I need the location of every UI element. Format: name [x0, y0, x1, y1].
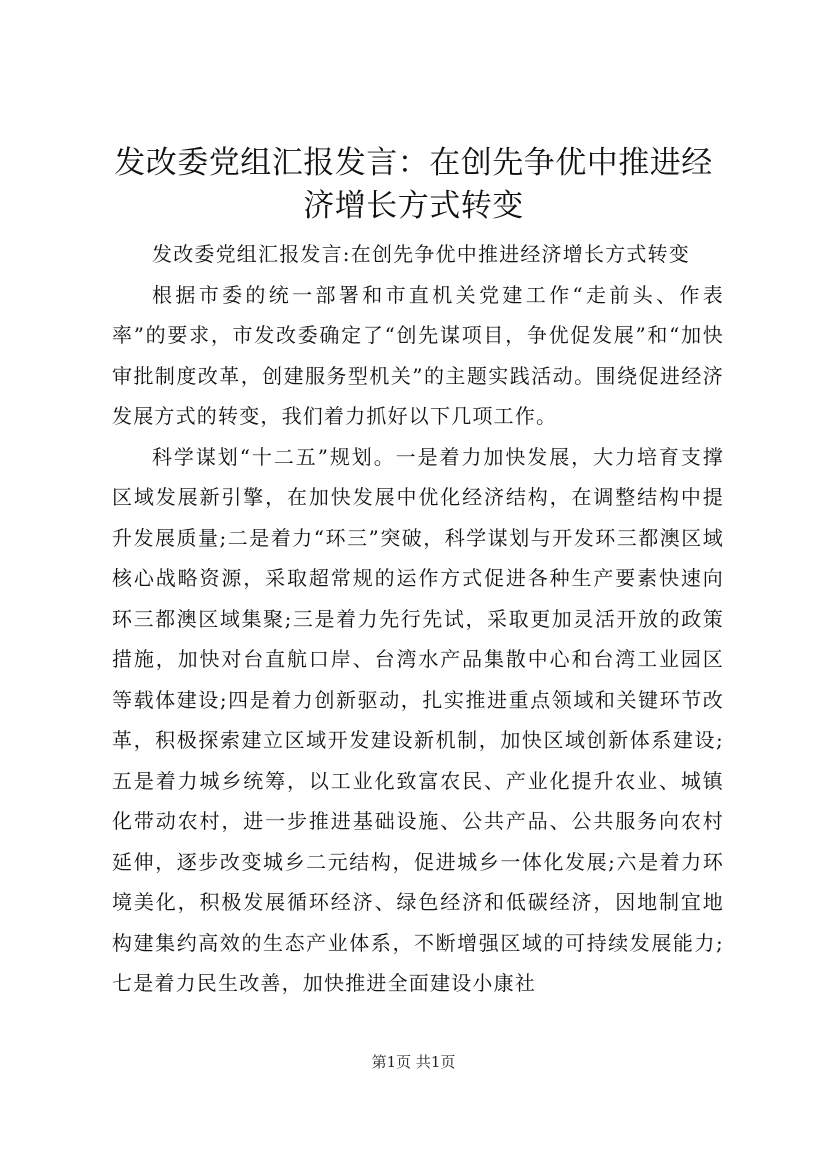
document-body [112, 234, 724, 1004]
paragraph-intro: 根据市委的统一部署和市直机关党建工作“走前头、作表率”的要求，市发改委确定了“创先谋项目，争优促发展”和“加快审批制度改革，创建服务型机关”的主题实践活动。围绕促进经济发展方式的转变，我们着力抓好以下几项工作。 [112, 282, 724, 428]
paragraph-subtitle: 发改委党组汇报发言:在创先争优中推进经济增长方式转变 [152, 242, 690, 266]
paragraph-planning: 科学谋划“十二五”规划。一是着力加快发展，大力培育支撑区域发展新引擎，在加快发展中优化经济结构，在调整结构中提升发展质量;二是着力“环三”突破，科学谋划与开发环三都澳区域核心战略资源，采取超常规的运作方式促进各种生产要素快速向环三都澳区域集聚;三是着力先行先试，采取更加灵活开放的政策措施，加快对台直航口岸、台湾水产品集散中心和台湾工业园区等载体建设;四是着力创新驱动，扎实推进重点领域和关键环节改革，积极探索建立区域开发建设新机制，加快区域创新体系建设;五是着力城乡统筹，以工业化致富农民、产业化提升农业、城镇化带动农村，进一步推进基础设施、公共产品、公共服务向农村延伸，逐步改变城乡二元结构，促进城乡一体化发展;六是着力环境美化，积极发展循环经济、绿色经济和低碳经济，因地制宜地构建集约高效的生态产业体系，不断增强区域的可持续发展能力;七是着力民生改善，加快推进全面建设小康社 [112, 444, 724, 995]
document-title: 发改委党组汇报发言：在创先争优中推进经济增长方式转变 [114, 145, 713, 224]
page-number-footer: 第1页 共1页 [371, 1053, 456, 1071]
